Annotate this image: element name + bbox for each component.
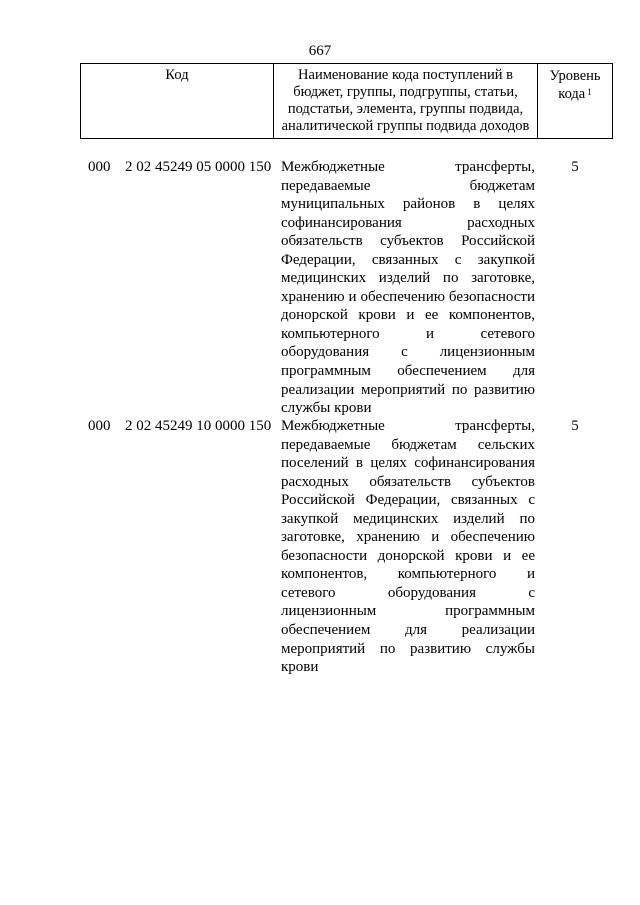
- header-code-cell: Код: [81, 64, 274, 138]
- table-header: [80, 63, 613, 139]
- header-name-cell: Наименование кода поступлений в бюджет, группы, подгруппы, статьи, подстатьи, элемента, группы подвида, аналитической группы подвида доходов: [274, 64, 538, 138]
- row-revenue-code: 2 02 45249 10 0000 150: [125, 418, 272, 434]
- row-level: 5: [571, 418, 579, 434]
- row-admin-code: 000: [88, 159, 111, 175]
- header-level-label: Уровень кода: [549, 68, 601, 102]
- row-description: Межбюджетные трансферты, передаваемые бюджетам сельских поселений в целях софинансирования расходных обязательств субъектов Российской Федерации, связанных с закупкой медицинских изделий по заготовке, хранению и обеспечению безопасности донорской крови и ее компонентов, компьютерного и сетевого оборудования с лицензионным программным обеспечением для реализации мероприятий по развитию службы крови: [281, 418, 535, 676]
- row-revenue-code: 2 02 45249 05 0000 150: [125, 159, 272, 175]
- row-admin-code: 000: [88, 418, 111, 434]
- header-level-footnote: 1: [587, 87, 592, 97]
- row-level: 5: [571, 159, 579, 175]
- row-description: Межбюджетные трансферты, передаваемые бюджетам муниципальных районов в целях софинансирования расходных обязательств субъектов Российской Федерации, связанных с закупкой медицинских изделий по заготовке, хранению и обеспечению безопасности донорской крови и ее компонентов, компьютерного и сетевого оборудования с лицензионным программным обеспечением для реализации мероприятий по развитию службы крови: [281, 159, 535, 417]
- page-number: 667: [308, 43, 332, 59]
- header-level-cell: [538, 64, 612, 138]
